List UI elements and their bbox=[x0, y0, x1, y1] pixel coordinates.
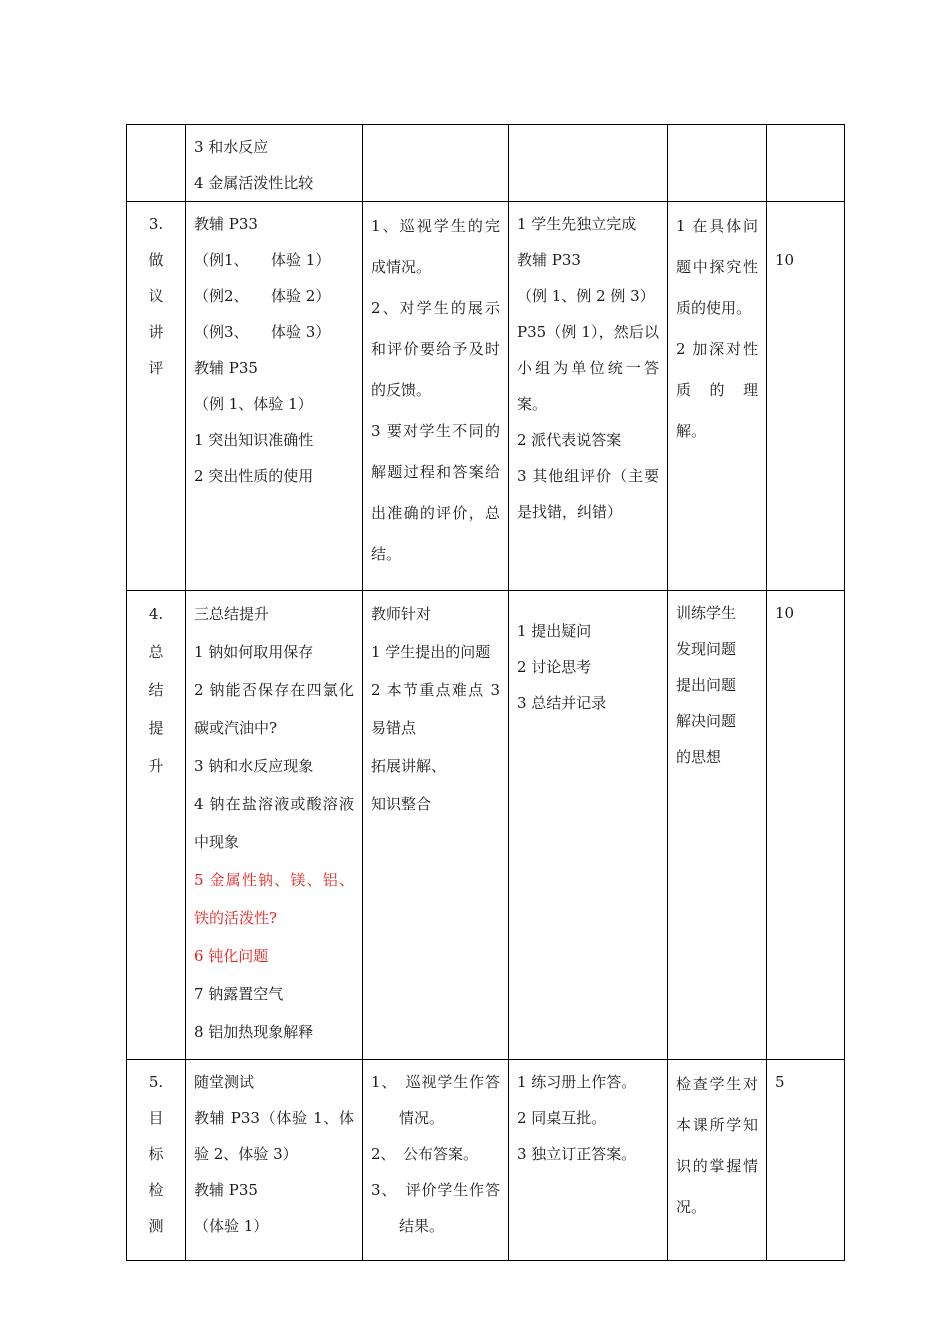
content-line: 2 钠能否保存在四氯化碳或汽油中? bbox=[194, 681, 354, 737]
intent-item: 训练学生 bbox=[676, 604, 737, 622]
intent-cell bbox=[668, 591, 767, 1060]
content-line: 随堂测试 bbox=[194, 1073, 255, 1091]
teacher-item: 2 本节重点难点 3 易错点 bbox=[371, 681, 500, 737]
content-line: 1 突出知识准确性 bbox=[194, 431, 314, 449]
student-item: 3 总结并记录 bbox=[517, 694, 607, 712]
content-line: 4 金属活泼性比较 bbox=[194, 174, 314, 192]
stage-number: 3. bbox=[148, 215, 164, 233]
content-line-highlight: 5 金属性钠、镁、铝、铁的活泼性? bbox=[194, 871, 354, 927]
content-cell bbox=[186, 591, 363, 1060]
student-item: P35（例 1），然后以小组为单位统一答案。 bbox=[517, 323, 659, 413]
student-cell bbox=[509, 202, 668, 591]
intent-cell bbox=[668, 125, 767, 202]
student-cell bbox=[509, 591, 668, 1060]
stage-char: 议 bbox=[148, 287, 164, 305]
time-value: 5 bbox=[775, 1073, 785, 1091]
content-line: 8 铝加热现象解释 bbox=[194, 1023, 314, 1041]
student-item: 3 独立订正答案。 bbox=[517, 1145, 637, 1163]
stage-char: 检 bbox=[148, 1181, 164, 1199]
table-row bbox=[127, 1060, 845, 1261]
teacher-item: 知识整合 bbox=[371, 795, 432, 813]
intent-item: 的思想 bbox=[676, 748, 722, 766]
content-line: （例 1、体验 1） bbox=[194, 395, 313, 413]
table-row bbox=[127, 125, 845, 202]
content-line: 4 钠在盐溶液或酸溶液中现象 bbox=[194, 795, 354, 851]
student-item: 2 讨论思考 bbox=[517, 658, 592, 676]
content-line: 2 突出性质的使用 bbox=[194, 467, 314, 485]
stage-number: 4. bbox=[148, 605, 164, 623]
stage-char: 总 bbox=[148, 643, 164, 661]
stage-char: 做 bbox=[148, 251, 164, 269]
content-line: 教辅 P35 bbox=[194, 359, 258, 377]
content-cell bbox=[186, 125, 363, 202]
content-line: （例2、 体验 2） bbox=[194, 287, 331, 305]
teacher-cell bbox=[363, 125, 509, 202]
teacher-item: 3、 评价学生作答结果。 bbox=[371, 1181, 500, 1235]
teacher-item: 1、 巡视学生作答情况。 bbox=[371, 1073, 500, 1127]
content-line: 3 钠和水反应现象 bbox=[194, 757, 314, 775]
teacher-item: 2、对学生的展示和评价要给予及时的反馈。 bbox=[371, 299, 500, 399]
teacher-item: 2、 公布答案。 bbox=[371, 1145, 479, 1163]
stage-cell bbox=[127, 591, 186, 1060]
content-line: 1 钠如何取用保存 bbox=[194, 643, 314, 661]
content-line: 三总结提升 bbox=[194, 605, 270, 623]
time-cell bbox=[767, 1060, 845, 1261]
teacher-cell bbox=[363, 591, 509, 1060]
student-item: 1 提出疑问 bbox=[517, 622, 592, 640]
student-item: 教辅 P33 bbox=[517, 251, 581, 269]
teacher-item: 3 要对学生不同的解题过程和答案给出准确的评价，总结。 bbox=[371, 422, 500, 563]
teacher-cell bbox=[363, 1060, 509, 1261]
time-value: 10 bbox=[775, 604, 795, 622]
content-line-highlight: 6 钝化问题 bbox=[194, 947, 269, 965]
lesson-plan-table bbox=[126, 124, 845, 1261]
time-cell bbox=[767, 125, 845, 202]
content-line: 教辅 P33（体验 1、体验 2、体验 3） bbox=[194, 1109, 354, 1163]
student-item: 2 同桌互批。 bbox=[517, 1109, 607, 1127]
stage-char: 测 bbox=[148, 1217, 164, 1235]
stage-char: 标 bbox=[148, 1145, 164, 1163]
stage-char: 升 bbox=[148, 757, 164, 775]
stage-number: 5. bbox=[148, 1073, 164, 1091]
stage-cell bbox=[127, 202, 186, 591]
teacher-item: 教师针对 bbox=[371, 605, 432, 623]
content-line: 教辅 P35 bbox=[194, 1181, 258, 1199]
content-line: （例1、 体验 1） bbox=[194, 251, 331, 269]
intent-item: 发现问题 bbox=[676, 640, 737, 658]
table-row bbox=[127, 202, 845, 591]
teacher-item: 1、巡视学生的完成情况。 bbox=[371, 217, 500, 276]
time-value: 10 bbox=[775, 251, 795, 269]
stage-char: 评 bbox=[148, 359, 164, 377]
content-line: 7 钠露置空气 bbox=[194, 985, 284, 1003]
intent-item: 提出问题 bbox=[676, 676, 737, 694]
stage-char: 提 bbox=[148, 719, 164, 737]
stage-cell bbox=[127, 125, 186, 202]
student-item: 2 派代表说答案 bbox=[517, 431, 622, 449]
content-line: 3 和水反应 bbox=[194, 138, 269, 156]
content-line: 教辅 P33 bbox=[194, 215, 258, 233]
stage-char: 结 bbox=[148, 681, 164, 699]
intent-item: 1 在具体问题中探究性质的使用。 bbox=[676, 217, 758, 317]
teacher-item: 拓展讲解、 bbox=[371, 757, 447, 775]
student-item: （例 1、例 2 例 3） bbox=[517, 287, 655, 305]
content-line: （体验 1） bbox=[194, 1217, 269, 1235]
student-item: 3 其他组评价（主要是找错，纠错） bbox=[517, 467, 659, 521]
stage-char: 讲 bbox=[148, 323, 164, 341]
time-cell bbox=[767, 202, 845, 591]
intent-item: 解决问题 bbox=[676, 712, 737, 730]
student-cell bbox=[509, 1060, 668, 1261]
table-row bbox=[127, 591, 845, 1060]
intent-item: 2 加深对性质 的 理解。 bbox=[676, 340, 758, 440]
time-cell bbox=[767, 591, 845, 1060]
content-line: （例3、 体验 3） bbox=[194, 323, 331, 341]
content-cell bbox=[186, 202, 363, 591]
student-cell bbox=[509, 125, 668, 202]
intent-cell bbox=[668, 202, 767, 591]
student-item: 1 练习册上作答。 bbox=[517, 1073, 637, 1091]
teacher-cell bbox=[363, 202, 509, 591]
intent-cell bbox=[668, 1060, 767, 1261]
stage-cell bbox=[127, 1060, 186, 1261]
intent-item: 检查学生对本课所学知识的掌握情况。 bbox=[676, 1075, 758, 1216]
student-item: 1 学生先独立完成 bbox=[517, 215, 637, 233]
teacher-item: 1 学生提出的问题 bbox=[371, 643, 491, 661]
content-cell bbox=[186, 1060, 363, 1261]
stage-char: 目 bbox=[148, 1109, 164, 1127]
